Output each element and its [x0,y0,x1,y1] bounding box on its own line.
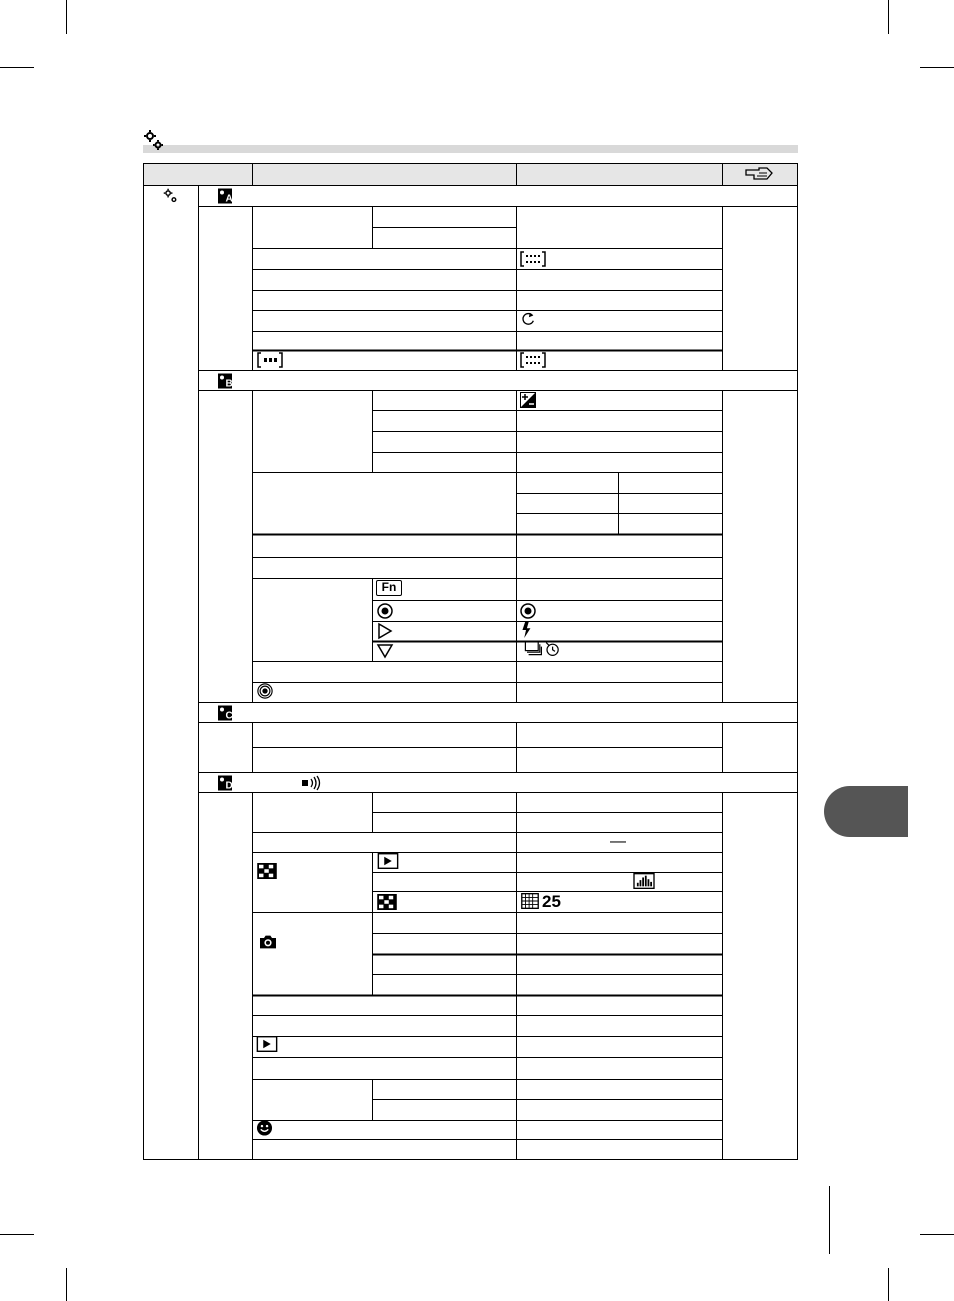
custom-menu-b-icon [218,373,232,389]
dash-mark: — [610,833,626,850]
pointing-hand-icon [745,166,773,182]
af-area-grid-icon [520,251,546,267]
art-filter-icon [256,683,274,699]
crop-mark [66,1268,67,1301]
right-arrow-icon [377,623,393,639]
index-count-label: 25 [542,892,561,911]
histogram-icon [632,873,656,889]
custom-menu-a-icon [218,188,232,204]
record-icon [377,603,393,619]
index-grid-icon [377,894,397,910]
camera-icon [256,934,280,950]
svg-text:C: C [225,710,233,722]
custom-menu-gears-icon [143,129,165,151]
af-area-set-icon [257,352,283,368]
svg-text:B: B [225,378,233,390]
crop-mark [888,0,889,34]
crop-mark [920,1234,954,1235]
sound-beep-icon [301,775,323,791]
flash-icon [520,622,532,638]
custom-menu-gears-icon [163,188,179,204]
crop-mark [0,67,34,68]
index-grid-icon [256,863,278,879]
custom-menu-c-icon [218,705,232,721]
svg-text:D: D [225,780,233,792]
playback-icon [377,853,399,869]
crop-mark [66,0,67,34]
index-25-icon [520,893,540,909]
page-edge-line [829,1186,830,1254]
playback-icon [256,1036,278,1052]
rotate-icon [520,311,536,327]
exposure-comp-icon [520,392,536,408]
drive-selftimer-icon [520,641,566,657]
record-icon [520,603,536,619]
down-arrow-icon [377,643,393,659]
custom-menu-d-icon [218,775,232,791]
chapter-tab [824,786,908,837]
fn-button-label: Fn [376,580,402,596]
af-area-grid-icon [520,352,546,368]
crop-mark [888,1268,889,1301]
crop-mark [920,67,954,68]
settings-table [143,163,798,1160]
section-title-bar [143,145,798,153]
svg-text:A: A [225,193,233,205]
face-detect-icon [256,1120,273,1136]
crop-mark [0,1234,34,1235]
